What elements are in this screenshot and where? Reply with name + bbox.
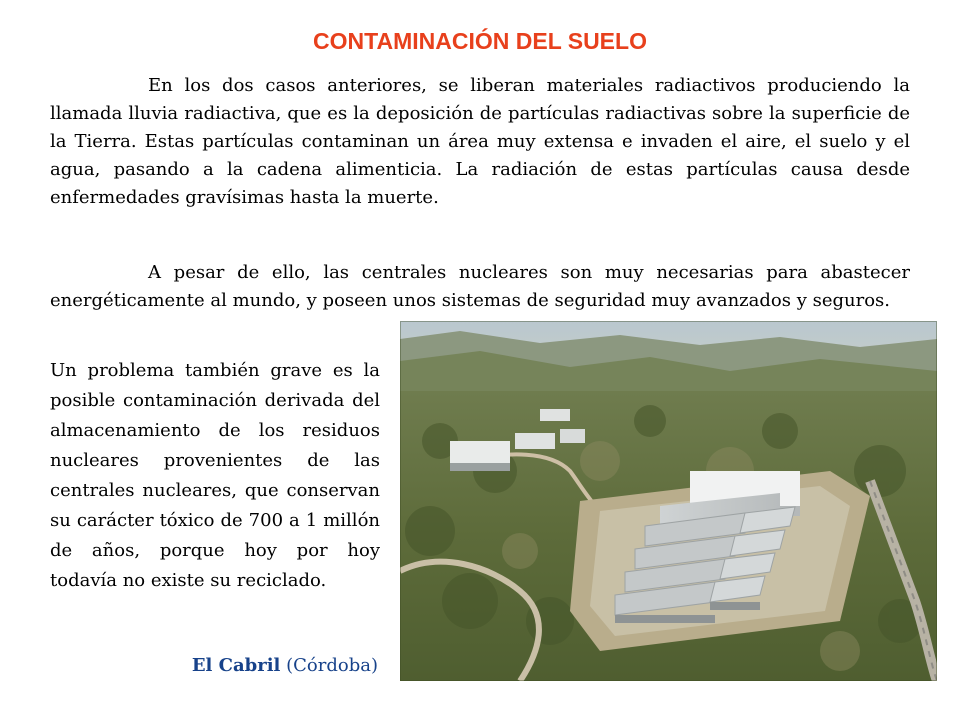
page-title: CONTAMINACIÓN DEL SUELO xyxy=(313,28,647,54)
paragraph-radioactive-fallout: En los dos casos anteriores, se liberan materiales radiactivos produciendo la llamada lluvia radiactiva, que es la deposición de partículas radiactivas sobre la superficie de la Tierra. Estas partículas contaminan un área muy extensa e invaden el aire, el suelo y el agua, pasando a la cadena alimenticia. La radiación de estas partículas causa desde enfermedades gravísimas hasta la muerte. xyxy=(50,75,910,208)
caption-region: (Córdoba) xyxy=(286,655,378,676)
paragraph-nuclear-waste: Un problema también grave es la posible contaminación derivada del almacenamiento de los residuos nucleares provenientes de las centrales nucleares, que conservan su carácter tóxico de 700 a 1 millón de años, porque hoy por hoy todavía no existe su reciclado. xyxy=(50,360,380,591)
paragraph-nuclear-plants: A pesar de ello, las centrales nucleares son muy necesarias para abastecer energéticamente al mundo, y poseen unos sistemas de seguridad muy avanzados y seguros. xyxy=(50,262,910,311)
photo-caption xyxy=(192,652,378,680)
caption-place: El Cabril xyxy=(191,655,281,676)
el-cabril-aerial-photo xyxy=(400,321,937,681)
